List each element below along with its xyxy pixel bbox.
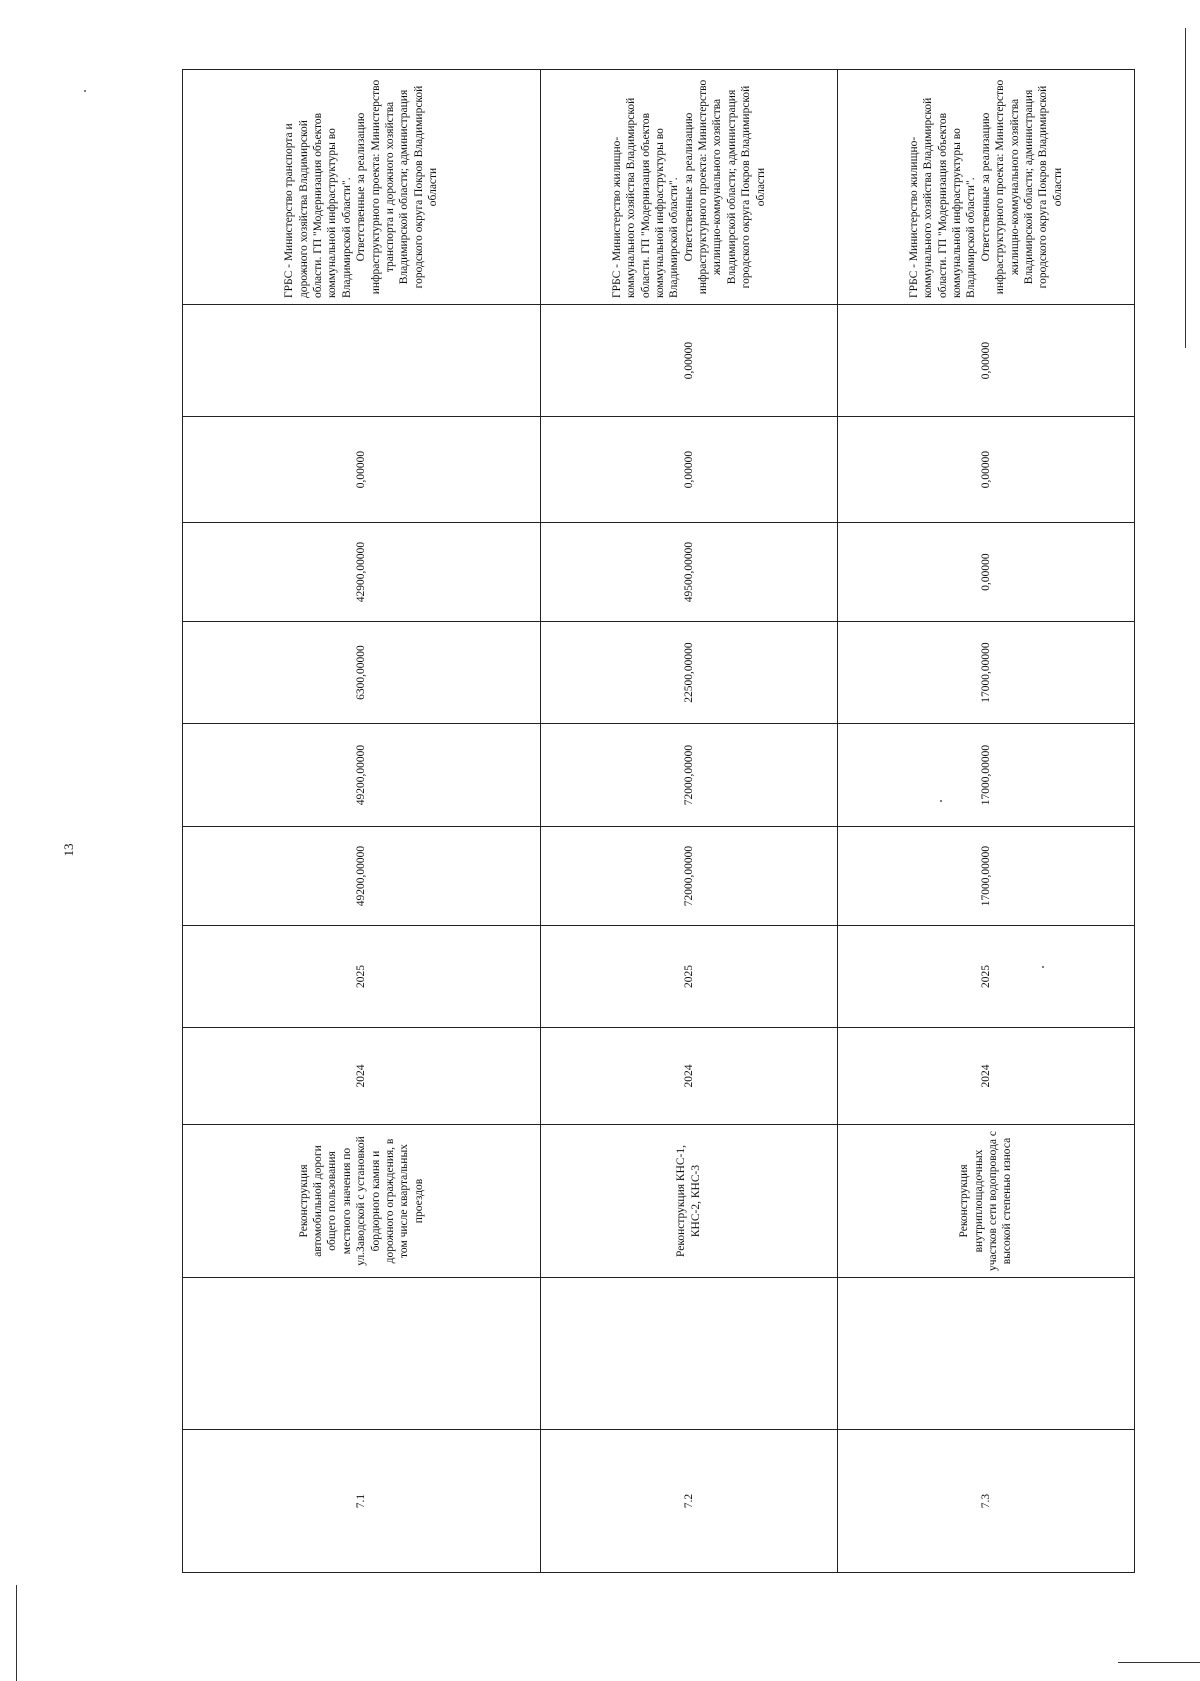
responsible-implementers: Ответственные за реализацию инфраструктурного проекта: Министерство жилищно-коммунального хозяйства Владимирской области; администрация городского округа Покров Владимирской области bbox=[682, 79, 767, 295]
table-row bbox=[183, 70, 541, 1573]
row-number: 7.3 bbox=[837, 1430, 1134, 1573]
scan-edge-bottom-right bbox=[1118, 1662, 1200, 1663]
scan-edge-bottom-left bbox=[16, 1585, 17, 1681]
row-number: 7.1 bbox=[183, 1430, 541, 1573]
object-description: Реконструкция внутриплощадочных участков сети водопровода с высокой степенью износа bbox=[837, 1125, 1134, 1278]
funding-total: 49200,00000 bbox=[183, 724, 541, 827]
object-description: Реконструкция автомобильной дороги общего пользования местного значения по ул.Заводской с установкой бордюрного камня и дорожного ограждения, в том числе квартальных проездов bbox=[183, 1125, 541, 1278]
funding-total: 72000,00000 bbox=[540, 724, 837, 827]
year-end: 2025 bbox=[183, 926, 541, 1028]
year-start: 2024 bbox=[183, 1028, 541, 1125]
total-cost: 72000,00000 bbox=[540, 827, 837, 926]
scan-edge-top-right bbox=[1185, 28, 1186, 348]
funding-total: 17000,00000 bbox=[837, 724, 1134, 827]
year-end: 2025 bbox=[837, 926, 1134, 1028]
funding-part-2: 49500,00000 bbox=[540, 523, 837, 622]
funding-part-3: 0,00000 bbox=[540, 417, 837, 523]
funding-part-3: 0,00000 bbox=[837, 417, 1134, 523]
responsible-implementers: Ответственные за реализацию инфраструктурного проекта: Министерство транспорта и дорожного хозяйства Владимирской области; администрация городского округа Покров Владимирской области bbox=[355, 79, 440, 295]
funding-part-3: 0,00000 bbox=[183, 417, 541, 523]
total-cost: 17000,00000 bbox=[837, 827, 1134, 926]
year-start: 2024 bbox=[540, 1028, 837, 1125]
table-row bbox=[837, 70, 1134, 1573]
funding-part-2: 42900,00000 bbox=[183, 523, 541, 622]
funding-part-4: 0,00000 bbox=[837, 305, 1134, 417]
year-start: 2024 bbox=[837, 1028, 1134, 1125]
funding-part-4: 0,00000 bbox=[540, 305, 837, 417]
infrastructure-projects-table bbox=[182, 69, 1135, 1573]
scan-speck bbox=[84, 90, 86, 92]
responsible-implementers: Ответственные за реализацию инфраструктурного проекта: Министерство жилищно-коммунального хозяйства Владимирской области; администрация городского округа Покров Владимирской области bbox=[979, 79, 1064, 295]
responsible-grbs: ГРБС - Министерство жилищно-коммунального хозяйства Владимирской области. ГП "Модернизация объектов коммунальной инфраструктуры во Владимирской области". bbox=[610, 97, 681, 298]
object-name bbox=[837, 1278, 1134, 1430]
responsible-grbs: ГРБС - Министерство транспорта и дорожного хозяйства Владимирской области. ГП "Модернизация объектов коммунальной инфраструктуры во Владимирской области". bbox=[283, 112, 353, 298]
funding-part-1: 22500,00000 bbox=[540, 622, 837, 724]
object-name bbox=[540, 1278, 837, 1430]
funding-part-2: 0,00000 bbox=[837, 523, 1134, 622]
funding-part-4 bbox=[183, 305, 541, 417]
rotated-table-wrapper bbox=[182, 70, 1135, 1573]
year-end: 2025 bbox=[540, 926, 837, 1028]
responsible-parties bbox=[183, 70, 541, 305]
responsible-grbs: ГРБС - Министерство жилищно-коммунального хозяйства Владимирской области. ГП "Модернизация объектов коммунальной инфраструктуры во Владимирской области". bbox=[907, 97, 978, 298]
responsible-parties bbox=[540, 70, 837, 305]
object-description: Реконструкция КНС-1, КНС-2, КНС-3 bbox=[540, 1125, 837, 1278]
responsible-parties bbox=[837, 70, 1134, 305]
page-number: 13 bbox=[61, 843, 76, 857]
row-number: 7.2 bbox=[540, 1430, 837, 1573]
table-row bbox=[540, 70, 837, 1573]
funding-part-1: 17000,00000 bbox=[837, 622, 1134, 724]
object-name bbox=[183, 1278, 541, 1430]
funding-part-1: 6300,00000 bbox=[183, 622, 541, 724]
total-cost: 49200,00000 bbox=[183, 827, 541, 926]
